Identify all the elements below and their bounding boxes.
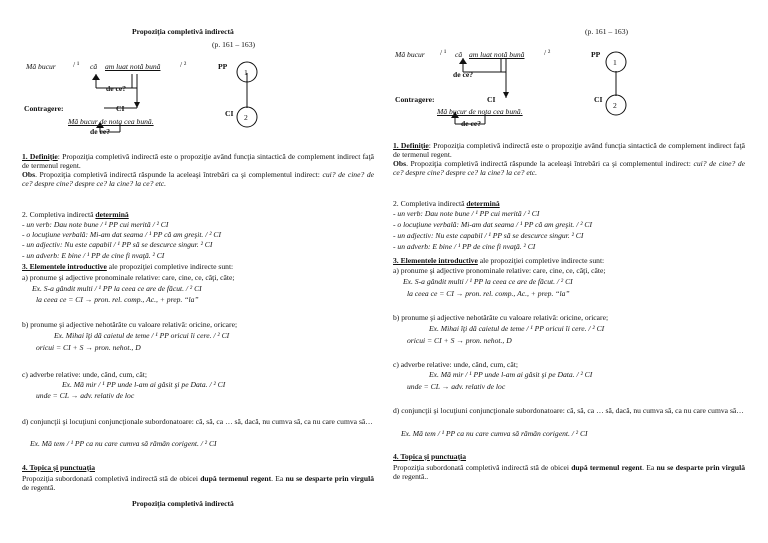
observation-heading: Obs (22, 170, 36, 179)
ci-circle-label: CI (225, 109, 234, 118)
item-a-example: Ex. S-a gândit multi / ¹ PP la ceea ce are de făcut. / ² CI (32, 284, 202, 293)
pp-label: PP (218, 62, 228, 71)
section-3-heading (22, 262, 233, 271)
example-subordinate: am luat notă bună (469, 50, 525, 59)
item-c-analysis: unde = CL → adv. relativ de loc (36, 391, 135, 400)
list-item: - un adjectiv: Nu este capabil / ¹ PP să se descurce singur. ² CI (22, 240, 213, 249)
section-4-text: de regentă.. (393, 472, 429, 481)
example-main-verb: Mă bucur (26, 62, 56, 71)
pp-label: PP (591, 50, 601, 59)
definition-text: : Propoziţia completivă indirectă este o propoziţie având funcţia sintactică de complement indirect faţă de termenul regent. (22, 152, 374, 170)
question-label-2: de ce? (461, 119, 482, 128)
section-4-text: Propoziţia subordonată completivă indirectă stă de obicei (22, 474, 201, 483)
item-a-analysis: la ceea ce = CI → pron. rel. comp., Ac., + prep. “la” (407, 289, 570, 298)
observation-paragraph (22, 170, 374, 188)
section-4-emphasis: nu se desparte prin virgulă (285, 474, 374, 483)
section-2-keyword: determină (95, 210, 129, 219)
contragere-label: Contragere: (395, 95, 435, 104)
item-d: d) conjuncţii şi locuţiuni conjuncţionale subordonatoare: că, să, ca … să, dacă, nu cumva să, ca nu care cumva să… (22, 417, 373, 426)
item-c-analysis: unde = CL → adv. relativ de loc (407, 382, 506, 391)
item-b-example: Ex. Mihai îţi dă caietul de teme / ¹ PP oricui îi cere. / ² CI (54, 331, 230, 340)
definition-paragraph (393, 141, 745, 159)
item-a: a) pronume şi adjective pronominale relative: care, cine, ce, câţi, câte; (393, 266, 606, 275)
section-4-text: de regentă. (22, 483, 56, 492)
list-item: - un adjectiv: Nu este capabil / ¹ PP să se descurce singur. ² CI (393, 231, 584, 240)
example-marker-2: / ² (544, 48, 551, 57)
list-item: - un verb: Dau note bune / ¹ PP cui merită / ² CI (22, 220, 169, 229)
section-4-paragraph (393, 463, 745, 481)
page-reference: (p. 161 – 163) (212, 40, 256, 49)
item-d-example: Ex. Mă tem / ¹ PP ca nu care cumva să rămân corigent. / ² CI (30, 439, 217, 448)
example-marker-1: / ¹ (73, 60, 80, 69)
contragere-label: Contragere: (24, 104, 64, 113)
page-reference: (p. 161 – 163) (585, 27, 629, 36)
section-4-text: . Ea (271, 474, 286, 483)
item-b: b) pronume şi adjective nehotărâte cu valoare relativă: oricine, oricare; (22, 320, 238, 329)
contragere-example: Mă bucur de nota cea bună. (68, 117, 154, 126)
item-d-example: Ex. Mă tem / ¹ PP ca nu care cumva să rămân corigent. / ² CI (401, 429, 588, 438)
item-c-example: Ex. Mă mir / ¹ PP unde l-am ai găsit şi pe Data. / ² CI (62, 380, 226, 389)
list-item: - un verb: Dau note bune / ¹ PP cui merită / ² CI (393, 209, 540, 218)
item-b-analysis: oricui = CI + S → pron. nehot., D (36, 343, 141, 352)
definition-text: : Propoziţia completivă indirectă este o propoziţie având funcţia sintactică de complement indirect faţă de termenul regent. (393, 141, 745, 159)
section-2-keyword: determină (466, 199, 500, 208)
item-b: b) pronume şi adjective nehotărâte cu valoare relativă: oricine, oricare; (393, 313, 609, 322)
example-marker-1: / ¹ (440, 48, 447, 57)
section-3-title: 3. Elementele introductive (22, 262, 107, 271)
item-c: c) adverbe relative: unde, când, cum, cât; (393, 360, 519, 369)
section-2-heading (22, 210, 129, 219)
section-2-heading (393, 199, 500, 208)
section-4-paragraph (22, 474, 374, 492)
item-d: d) conjuncţii şi locuţiuni conjuncţionale subordonatoare: că, să, ca … să, dacă, nu cumva să, ca nu care cumva să… (393, 406, 744, 415)
circle-label-1: 1 (613, 58, 617, 67)
section-3-title: 3. Elementele introductive (393, 256, 478, 265)
question-label: de ce? (453, 70, 474, 79)
example-conjunction: că (455, 50, 463, 59)
question-label-2: de ce? (90, 127, 111, 136)
section-4-heading: 4. Topica şi punctuaţia (393, 452, 467, 461)
observation-questions: cui? de cine? de ce? despre cine? despre ce? la cine? la ce? etc. (393, 159, 745, 177)
section-2-title: 2. Completiva indirectă (393, 199, 467, 208)
list-item: - un adverb: E bine / ¹ PP de cine fi nvaţă. ² CI (393, 242, 536, 251)
item-a-analysis: la ceea ce = CI → pron. rel. comp., Ac., + prep. “la” (36, 295, 199, 304)
contragere-example: Mă bucur de nota cea bună. (437, 107, 523, 116)
example-conjunction: că (90, 62, 98, 71)
question-label: de ce? (106, 84, 127, 93)
item-b-example: Ex. Mihai îţi dă caietul de teme / ¹ PP oricui îi cere. / ² CI (429, 324, 605, 333)
syntax-diagram (393, 0, 745, 140)
observation-heading: Obs (393, 159, 407, 168)
section-4-emphasis: după termenul regent (200, 474, 272, 483)
definition-paragraph (22, 152, 374, 170)
section-3-heading (393, 256, 604, 265)
definition-heading: 1. Definiţie (22, 152, 58, 161)
observation-text: . Propoziţia completivă indirectă răspunde la aceleaşi întrebări ca şi complementul indirect: (406, 159, 694, 168)
list-item: - o locuţiune verbală: Mi-am dat seama / ¹ PP că am greşit. / ² CI (22, 230, 222, 239)
section-3-text: ale propoziţiei completive indirecte sunt: (106, 262, 234, 271)
observation-paragraph (393, 159, 745, 177)
item-c: c) adverbe relative: unde, când, cum, cât; (22, 370, 148, 379)
example-subordinate: am luat notă bună (105, 62, 161, 71)
item-b-analysis: oricui = CI + S → pron. nehot., D (407, 336, 512, 345)
item-c-example: Ex. Mă mir / ¹ PP unde l-am ai găsit şi pe Data. / ² CI (429, 370, 593, 379)
circle-label-2: 2 (613, 101, 617, 110)
section-2-title: 2. Completiva indirectă (22, 210, 96, 219)
observation-questions: cui? de cine? de ce? despre cine? despre ce? la cine? la ce? etc. (22, 170, 374, 188)
example-main-verb: Mă bucur (395, 50, 425, 59)
list-item: - un adverb: E bine / ¹ PP de cine fi nvaţă. ² CI (22, 251, 165, 260)
ci-label: CI (116, 104, 125, 113)
circle-label-1: 1 (244, 68, 248, 77)
section-4-emphasis: după termenul regent (571, 463, 643, 472)
footer-title: Propoziţia completivă indirectă (132, 499, 234, 508)
section-4-emphasis: nu se desparte prin virgulă (656, 463, 745, 472)
document-title: Propoziţia completivă indirectă (132, 27, 234, 36)
observation-text: . Propoziţia completivă indirectă răspunde la aceleaşi întrebări ca şi complementul indirect: (35, 170, 323, 179)
definition-heading: 1. Definiţie (393, 141, 429, 150)
section-4-heading: 4. Topica şi punctuaţia (22, 463, 96, 472)
list-item: - o locuţiune verbală: Mi-am dat seama / ¹ PP că am greşit. / ² CI (393, 220, 593, 229)
right-column (393, 0, 745, 543)
item-a: a) pronume şi adjective pronominale relative: care, cine, ce, câţi, câte; (22, 273, 235, 282)
section-4-text: Propoziţia subordonată completivă indirectă stă de obicei (393, 463, 572, 472)
left-column (22, 0, 374, 543)
example-marker-2: / ² (180, 60, 187, 69)
ci-label: CI (487, 95, 496, 104)
section-3-text: ale propoziţiei completive indirecte sunt: (477, 256, 605, 265)
item-a-example: Ex. S-a gândit multi / ¹ PP la ceea ce are de făcut. / ² CI (403, 277, 573, 286)
circle-label-2: 2 (244, 113, 248, 122)
section-4-text: . Ea (642, 463, 657, 472)
ci-circle-label: CI (594, 95, 603, 104)
